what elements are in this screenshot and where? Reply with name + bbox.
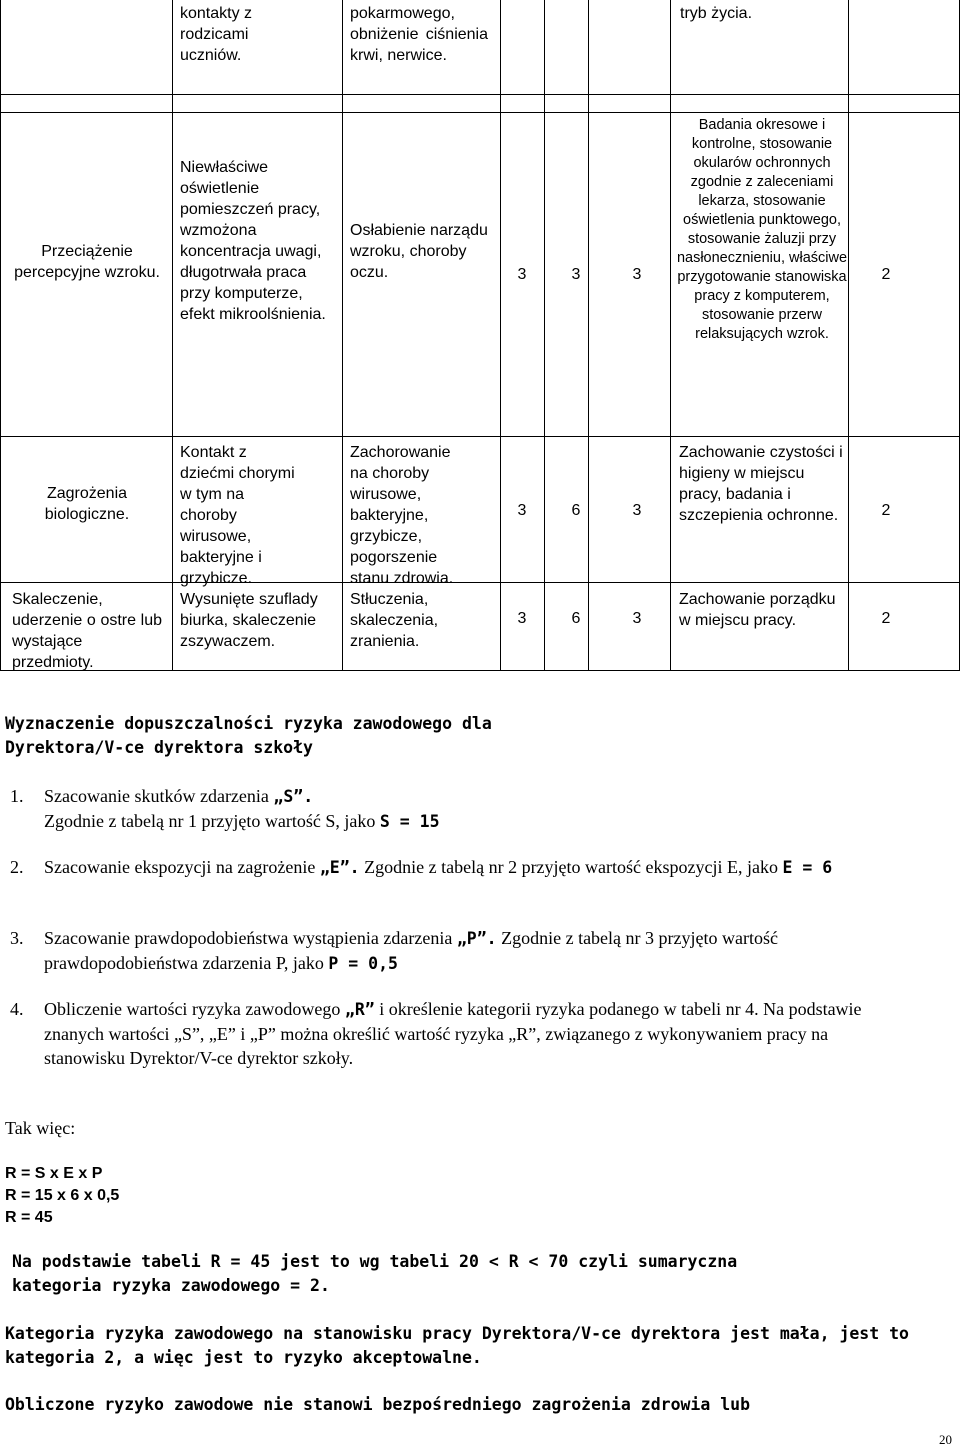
cell-p: 3 (632, 266, 642, 283)
table-rule (342, 0, 343, 671)
conclusion-category: Kategoria ryzyka zawodowego na stanowisku pracy Dyrektora/V-ce dyrektora jest mała, jest to kategoria 2, a więc jest to ryzyko akceptowalne. (5, 1324, 909, 1367)
item-text: Zgodnie z tabelą nr 3 przyjęto wartość prawdopodobieństwa zdarzenia P, jako (44, 928, 778, 973)
item-symbol: „R” (344, 1000, 375, 1019)
formula-line: R = S x E x P (5, 1165, 103, 1182)
cell-category: 2 (881, 610, 891, 627)
cell-p: 3 (632, 502, 642, 519)
table-rule (588, 0, 589, 671)
cell-effect: Zachorowanie na choroby wirusowe, bakteryjne, grzybicze, pogorszenie stanu zdrowia. (350, 444, 454, 587)
cell-effect: Stłuczenia, skaleczenia, zranienia. (350, 591, 439, 650)
cell-s: 3 (517, 266, 527, 283)
table-rule (172, 0, 173, 671)
item-symbol: „S”. (273, 787, 314, 806)
item-text: Szacowanie skutków zdarzenia (44, 786, 274, 806)
cell-top-source: kontakty z rodzicami uczniów. (180, 5, 253, 64)
conclusion-sum: Na podstawie tabeli R = 45 jest to wg tabeli 20 < R < 70 czyli sumaryczna kategoria ryzyka zawodowego = 2. (12, 1252, 738, 1295)
list-item (10, 784, 910, 834)
table-rule (0, 112, 960, 113)
item-number: 1. (10, 786, 24, 806)
cell-hazard: Skaleczenie, uderzenie o ostre lub wystające przedmioty. (12, 591, 162, 671)
cell-measures: Zachowanie czystości i higieny w miejscu pracy, badania i szczepienia ochronne. (679, 444, 843, 524)
cell-measures: Zachowanie porządku w miejscu pracy. (679, 591, 836, 629)
list-item (10, 855, 910, 880)
tak-wiec-label: Tak więc: (5, 1118, 76, 1138)
table-rule (500, 0, 501, 671)
conclusion-risk: Obliczone ryzyko zawodowe nie stanowi bezpośredniego zagrożenia zdrowia lub (5, 1395, 751, 1414)
item-number: 4. (10, 999, 24, 1019)
item-value: E = 6 (782, 858, 833, 877)
heading-line: Dyrektora/V-ce dyrektora szkoły (5, 738, 313, 757)
list-item (10, 997, 910, 1070)
cell-hazard: Zagrożenia biologiczne. (44, 485, 130, 523)
item-text: Szacowanie ekspozycji na zagrożenie (44, 857, 320, 877)
cell-source: Kontakt z dziećmi chorymi w tym na choroby wirusowe, bakteryjne i grzybicze. (180, 444, 295, 587)
list-item (10, 926, 910, 976)
cell-category: 2 (881, 502, 891, 519)
cell-e: 3 (571, 266, 581, 283)
table-rule (0, 0, 1, 671)
item-text: Szacowanie prawdopodobieństwa wystąpienia zdarzenia (44, 928, 457, 948)
cell-s: 3 (517, 502, 527, 519)
item-value: S = 15 (379, 812, 440, 831)
table-rule (670, 0, 671, 671)
item-number: 2. (10, 857, 24, 877)
item-text: Zgodnie z tabelą nr 2 przyjęto wartość ekspozycji E, jako (359, 857, 783, 877)
item-text: Zgodnie z tabelą nr 1 przyjęto wartość S, jako (44, 811, 380, 831)
cell-e: 6 (571, 610, 581, 627)
cell-effect: Osłabienie narządu wzroku, choroby oczu. (350, 222, 488, 281)
cell-top-measures: tryb życia. (680, 5, 753, 22)
formula-line: R = 15 x 6 x 0,5 (5, 1187, 120, 1204)
cell-e: 6 (571, 502, 581, 519)
item-text: i określenie kategorii ryzyka podanego w tabeli nr 4. Na podstawie znanych wartości „S”, „E” i „P” można określić wartość ryzyka „R”, związanego z wykonywaniem pracy na stanowisku Dyrektor/V-ce dyrektor szkoły. (44, 999, 862, 1068)
item-symbol: „E”. (319, 858, 360, 877)
cell-measures: Badania okresowe i kontrolne, stosowanie okularów ochronnych zgodnie z zaleceniami lekarza, stosowanie oświetlenia punktowego, stosowanie żaluzji przy nasłonecznieniu, właściwe przygotowanie stanowiska pracy z komputerem, stosowanie przerw relaksujących wzrok. (676, 117, 848, 342)
table-rule (0, 582, 960, 583)
table-rule (544, 0, 545, 671)
table-rule (848, 0, 849, 671)
heading-line: Wyznaczenie dopuszczalności ryzyka zawodowego dla (5, 714, 492, 733)
item-symbol: „P”. (456, 929, 497, 948)
cell-source: Wysunięte szuflady biurka, skaleczenie zszywaczem. (180, 591, 318, 650)
formula-line: R = 45 (5, 1209, 53, 1226)
cell-source: Niewłaściwe oświetlenie pomieszczeń pracy, wzmożona koncentracja uwagi, długotrwała praca przy komputerze, efekt mikroolśnienia. (180, 159, 326, 323)
item-number: 3. (10, 928, 24, 948)
item-text: Obliczenie wartości ryzyka zawodowego (44, 999, 345, 1019)
formula-block (5, 1163, 119, 1229)
cell-top-effect: pokarmowego, obniżenie ciśnienia krwi, nerwice. (350, 5, 488, 64)
table-rule (0, 94, 960, 95)
item-value: P = 0,5 (328, 954, 398, 973)
page-number: 20 (939, 1432, 952, 1447)
cell-hazard: Przeciążenie percepcyjne wzroku. (14, 243, 160, 281)
section-heading (5, 712, 945, 760)
cell-category: 2 (881, 266, 891, 283)
cell-p: 3 (632, 610, 642, 627)
cell-s: 3 (517, 610, 527, 627)
table-rule (0, 436, 960, 437)
